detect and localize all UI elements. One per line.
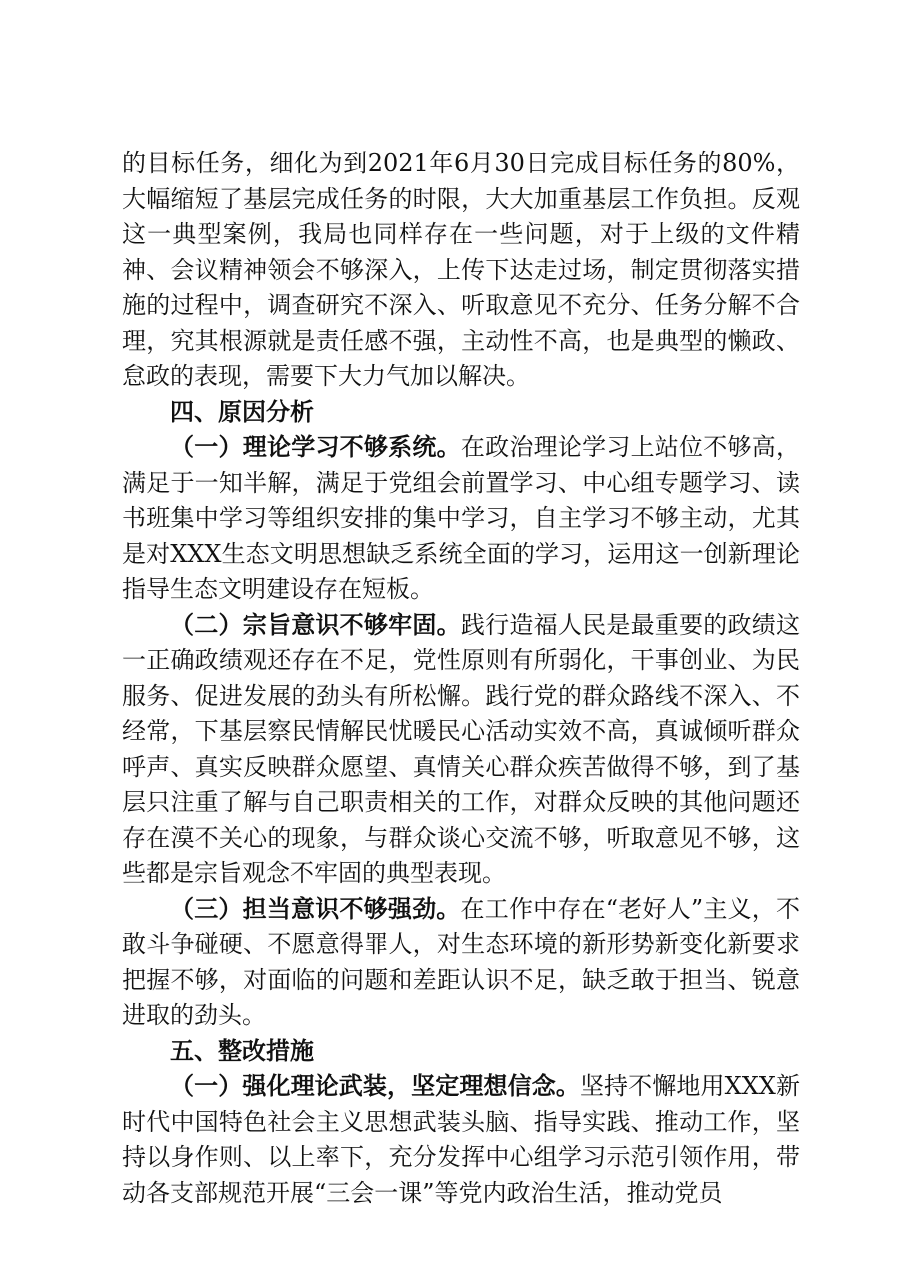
cause-lead-1: （一）理论学习不够系统。 (170, 433, 461, 461)
intro-paragraph: 的目标任务，细化为到2021年6月30日完成目标任务的80%，大幅缩短了基层完成任务的时限，大大加重基层工作负担。反观这一典型案例，我局也同样存在一些问题，对于上级的文件精神、会议精神领会不够深入，上传下达走过场，制定贯彻落实措施的过程中，调查研究不深入、听取意见不充分、任务分解不合理，究其根源就是责任感不强，主动性不高，也是典型的懒政、怠政的表现，需要下大力气加以解决。 (122, 149, 800, 390)
measure-body-1: 坚持不懈地用XXX新时代中国特色社会主义思想武装头脑、指导实践、推动工作，坚持以身作则、以上率下，充分发挥中心组学习示范引领作用，带动各支部规范开展“三会一课”等党内政治生活，推动党员 (122, 1072, 800, 1207)
cause-lead-3: （三）担当意识不够强劲。 (170, 894, 461, 923)
section-heading-measures: 五、整改措施 (170, 1036, 314, 1065)
cause-body-2: 践行造福人民是最重要的政绩这一正确政绩观还存在不足，党性原则有所弱化，干事创业、为民服务、促进发展的劲头有所松懈。践行党的群众路线不深入、不经常，下基层察民情解民忧暖民心活动实效不高，真诚倾听群众呼声、真实反映群众愿望、真情关心群众疾苦做得不够，到了基层只注重了解与自己职责相关的工作，对群众反映的其他问题还存在漠不关心的现象，与群众谈心交流不够，听取意见不够，这些都是宗旨观念不牢固的典型表现。 (122, 610, 801, 887)
measure-lead-1: （一）强化理论武装，坚定理想信念。 (170, 1072, 580, 1100)
cause-body-1: 在政治理论学习上站位不够高，满足于一知半解，满足于党组会前置学习、中心组专题学习、读书班集中学习等组织安排的集中学习，自主学习不够主动，尤其是对XXX生态文明思想缺乏系统全面的学习，运用这一创新理论指导生态文明建设存在短板。 (122, 433, 801, 603)
cause-body-3: 在工作中存在“老好人”主义，不敢斗争碰硬、不愿意得罪人，对生态环境的新形势新变化新要求把握不够，对面临的问题和差距认识不足，缺乏敢于担当、锐意进取的劲头。 (122, 894, 801, 1029)
cause-paragraph-3 (122, 892, 800, 1034)
measure-paragraph-1 (122, 1069, 800, 1211)
document-body (122, 146, 800, 1211)
cause-paragraph-2 (122, 608, 800, 892)
cause-lead-2: （二）宗旨意识不够牢固。 (170, 610, 461, 639)
section-heading-causes: 四、原因分析 (170, 397, 314, 426)
cause-paragraph-1 (122, 430, 800, 608)
